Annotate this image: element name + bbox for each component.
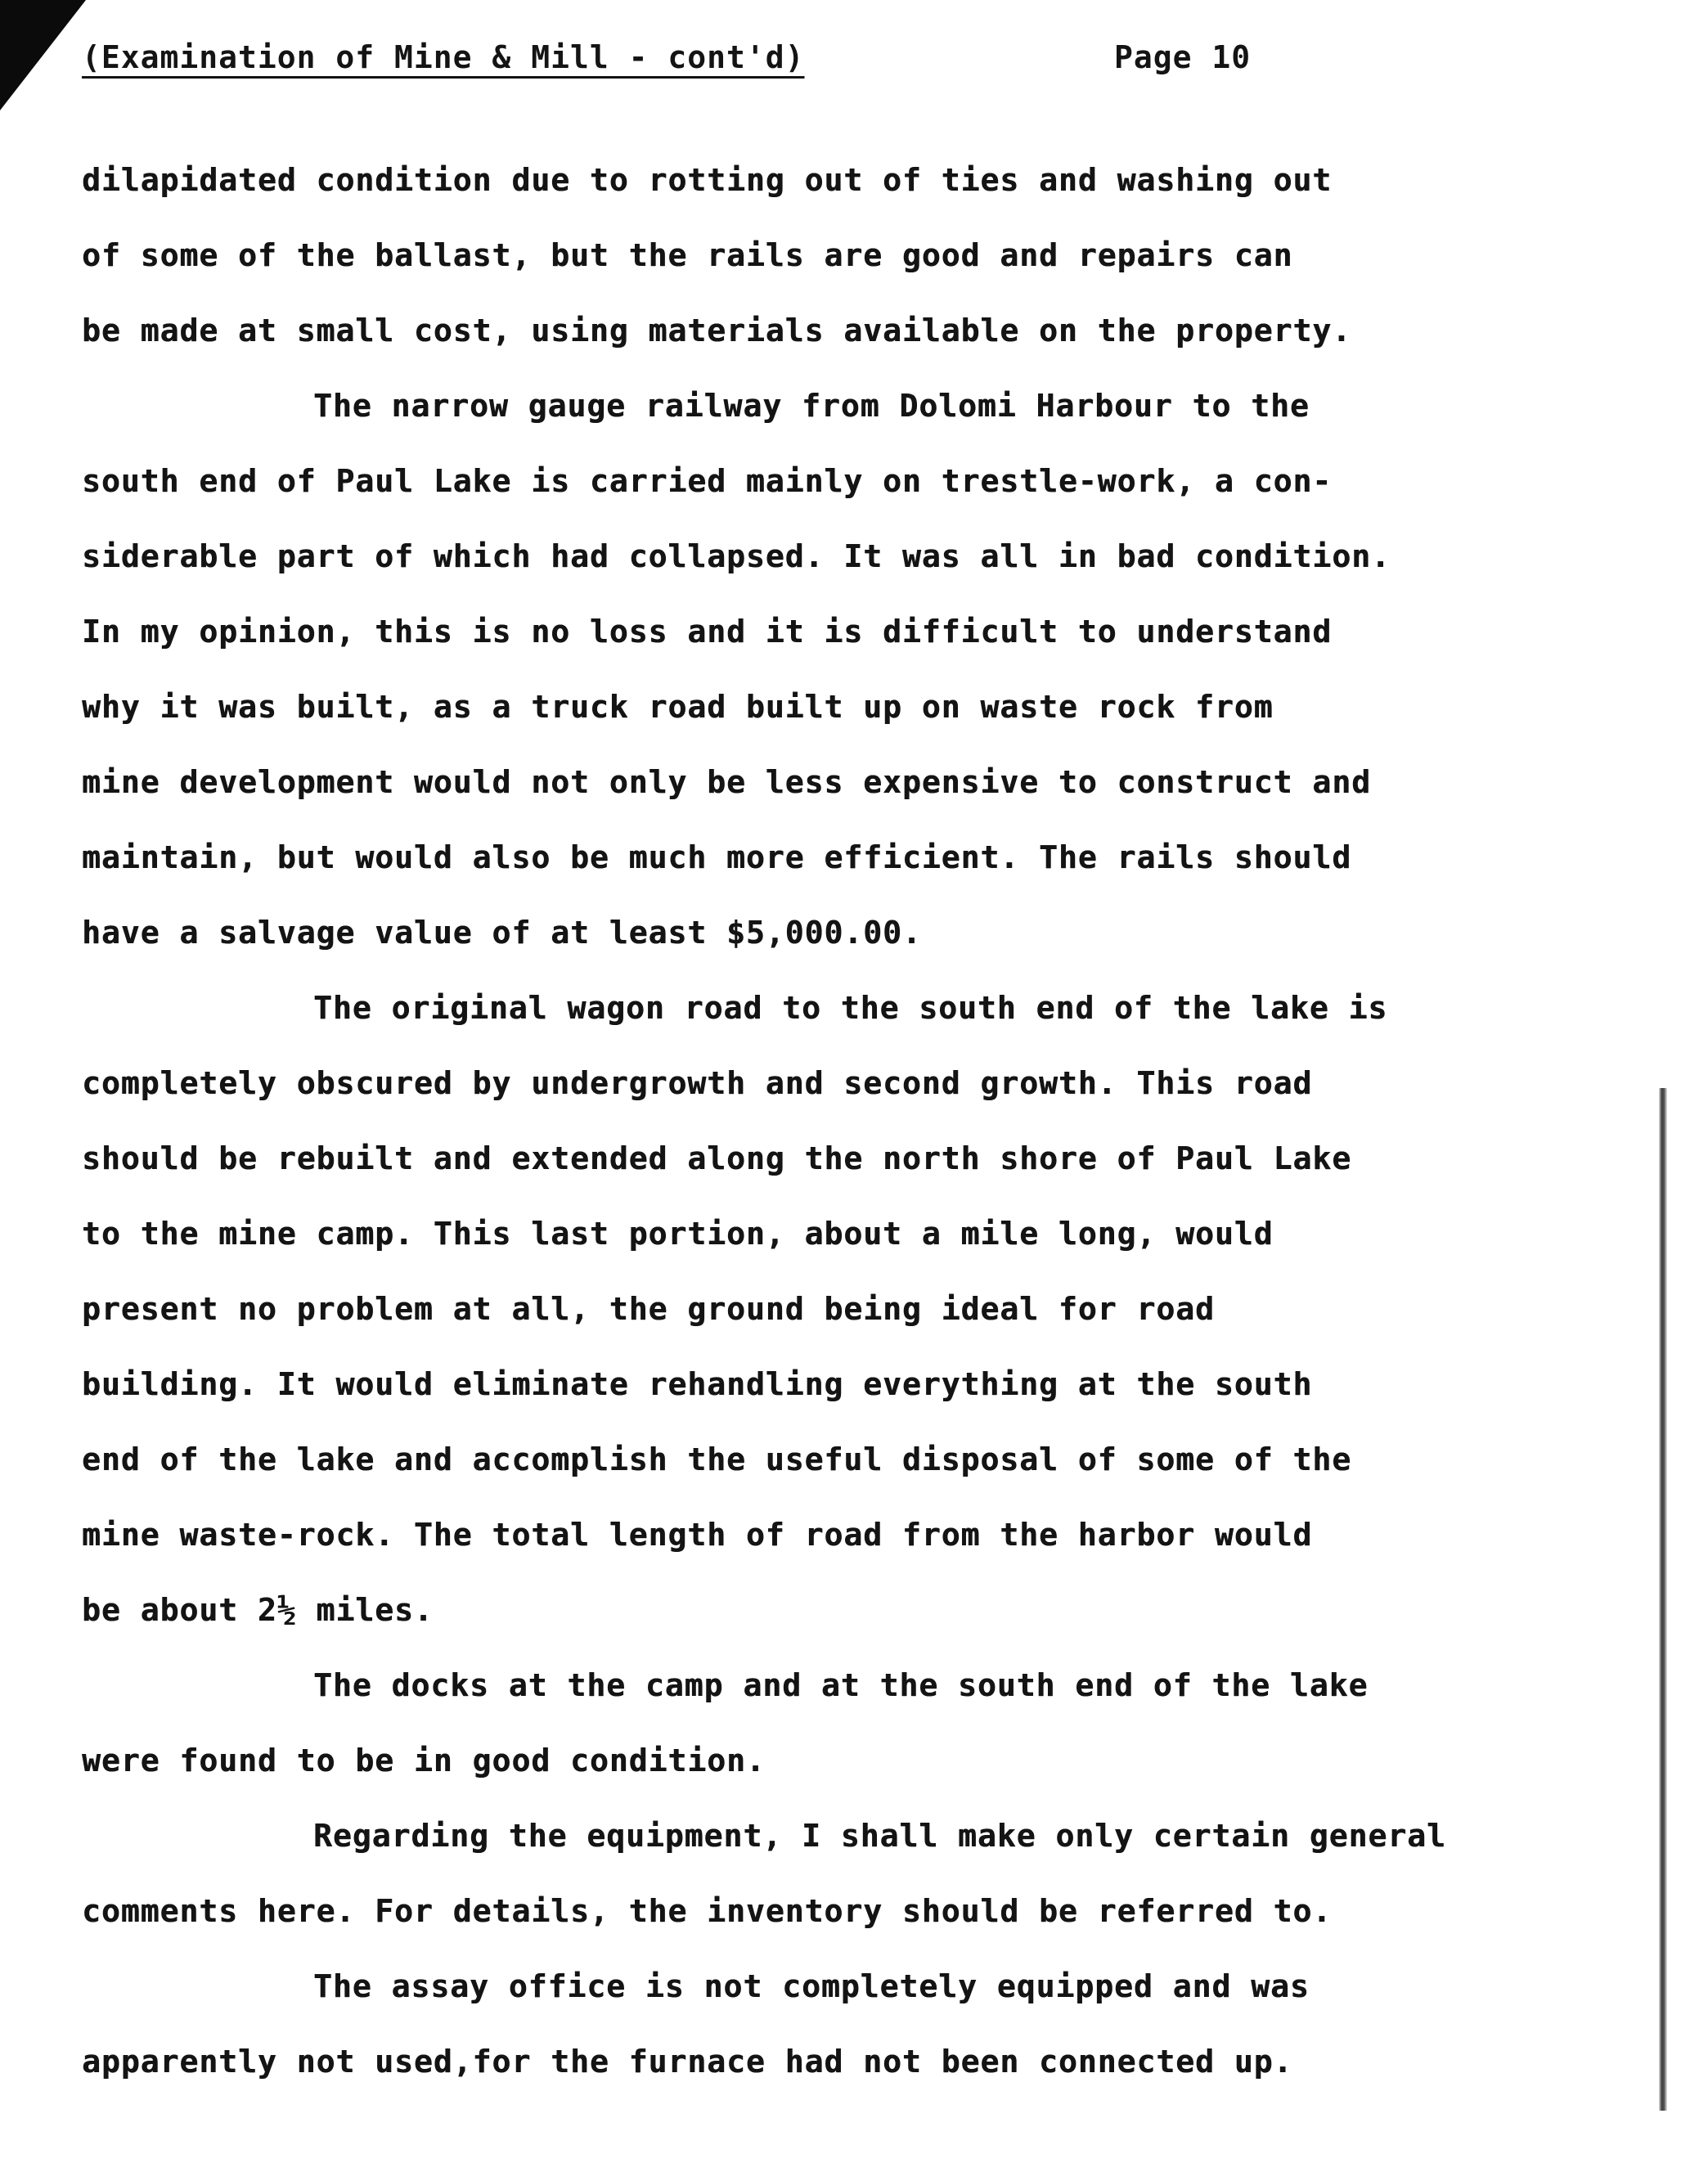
- text-line: end of the lake and accomplish the useful disposal of some of the: [82, 1441, 1352, 1477]
- page-number: Page 10: [1114, 39, 1252, 75]
- text-line: completely obscured by undergrowth and second growth. This road: [82, 1065, 1313, 1101]
- header-title: (Examination of Mine & Mill - cont'd): [82, 39, 805, 75]
- text-line: why it was built, as a truck road built up on waste rock from: [82, 689, 1274, 725]
- scan-binding-shadow: [1659, 1088, 1667, 2111]
- text-line: be made at small cost, using materials available on the property.: [82, 313, 1352, 349]
- text-line: apparently not used,for the furnace had not been connected up.: [82, 2044, 1293, 2080]
- text-line: were found to be in good condition.: [82, 1743, 766, 1779]
- paragraph-first-line: Regarding the equipment, I shall make only certain general: [313, 1818, 1446, 1854]
- text-line: dilapidated condition due to rotting out of ties and washing out: [82, 162, 1333, 198]
- text-line: to the mine camp. This last portion, about a mile long, would: [82, 1216, 1274, 1252]
- text-line: have a salvage value of at least $5,000.00.: [82, 915, 922, 951]
- paragraph-first-line: The docks at the camp and at the south end of the lake: [313, 1667, 1369, 1703]
- text-line: maintain, but would also be much more efficient. The rails should: [82, 839, 1352, 875]
- text-line: should be rebuilt and extended along the north shore of Paul Lake: [82, 1140, 1352, 1176]
- text-line: building. It would eliminate rehandling everything at the south: [82, 1366, 1313, 1402]
- text-line: south end of Paul Lake is carried mainly on trestle-work, a con-: [82, 463, 1333, 499]
- text-line: mine waste-rock. The total length of road from the harbor would: [82, 1517, 1313, 1553]
- text-line: of some of the ballast, but the rails are good and repairs can: [82, 237, 1293, 273]
- text-line: be about 2½ miles.: [82, 1592, 434, 1628]
- text-line: present no problem at all, the ground being ideal for road: [82, 1291, 1215, 1327]
- text-line: comments here. For details, the inventory should be referred to.: [82, 1893, 1333, 1929]
- scan-corner-mark: [0, 0, 86, 110]
- text-line: mine development would not only be less expensive to construct and: [82, 764, 1371, 800]
- text-line: In my opinion, this is no loss and it is difficult to understand: [82, 614, 1333, 650]
- paragraph-first-line: The original wagon road to the south end of the lake is: [313, 990, 1388, 1026]
- text-line: siderable part of which had collapsed. It was all in bad condition.: [82, 538, 1391, 574]
- paragraph-first-line: The assay office is not completely equipped and was: [313, 1968, 1310, 2004]
- page-header: [82, 39, 1636, 97]
- paragraph-first-line: The narrow gauge railway from Dolomi Harbour to the: [313, 388, 1310, 424]
- body-text: [82, 151, 1652, 2108]
